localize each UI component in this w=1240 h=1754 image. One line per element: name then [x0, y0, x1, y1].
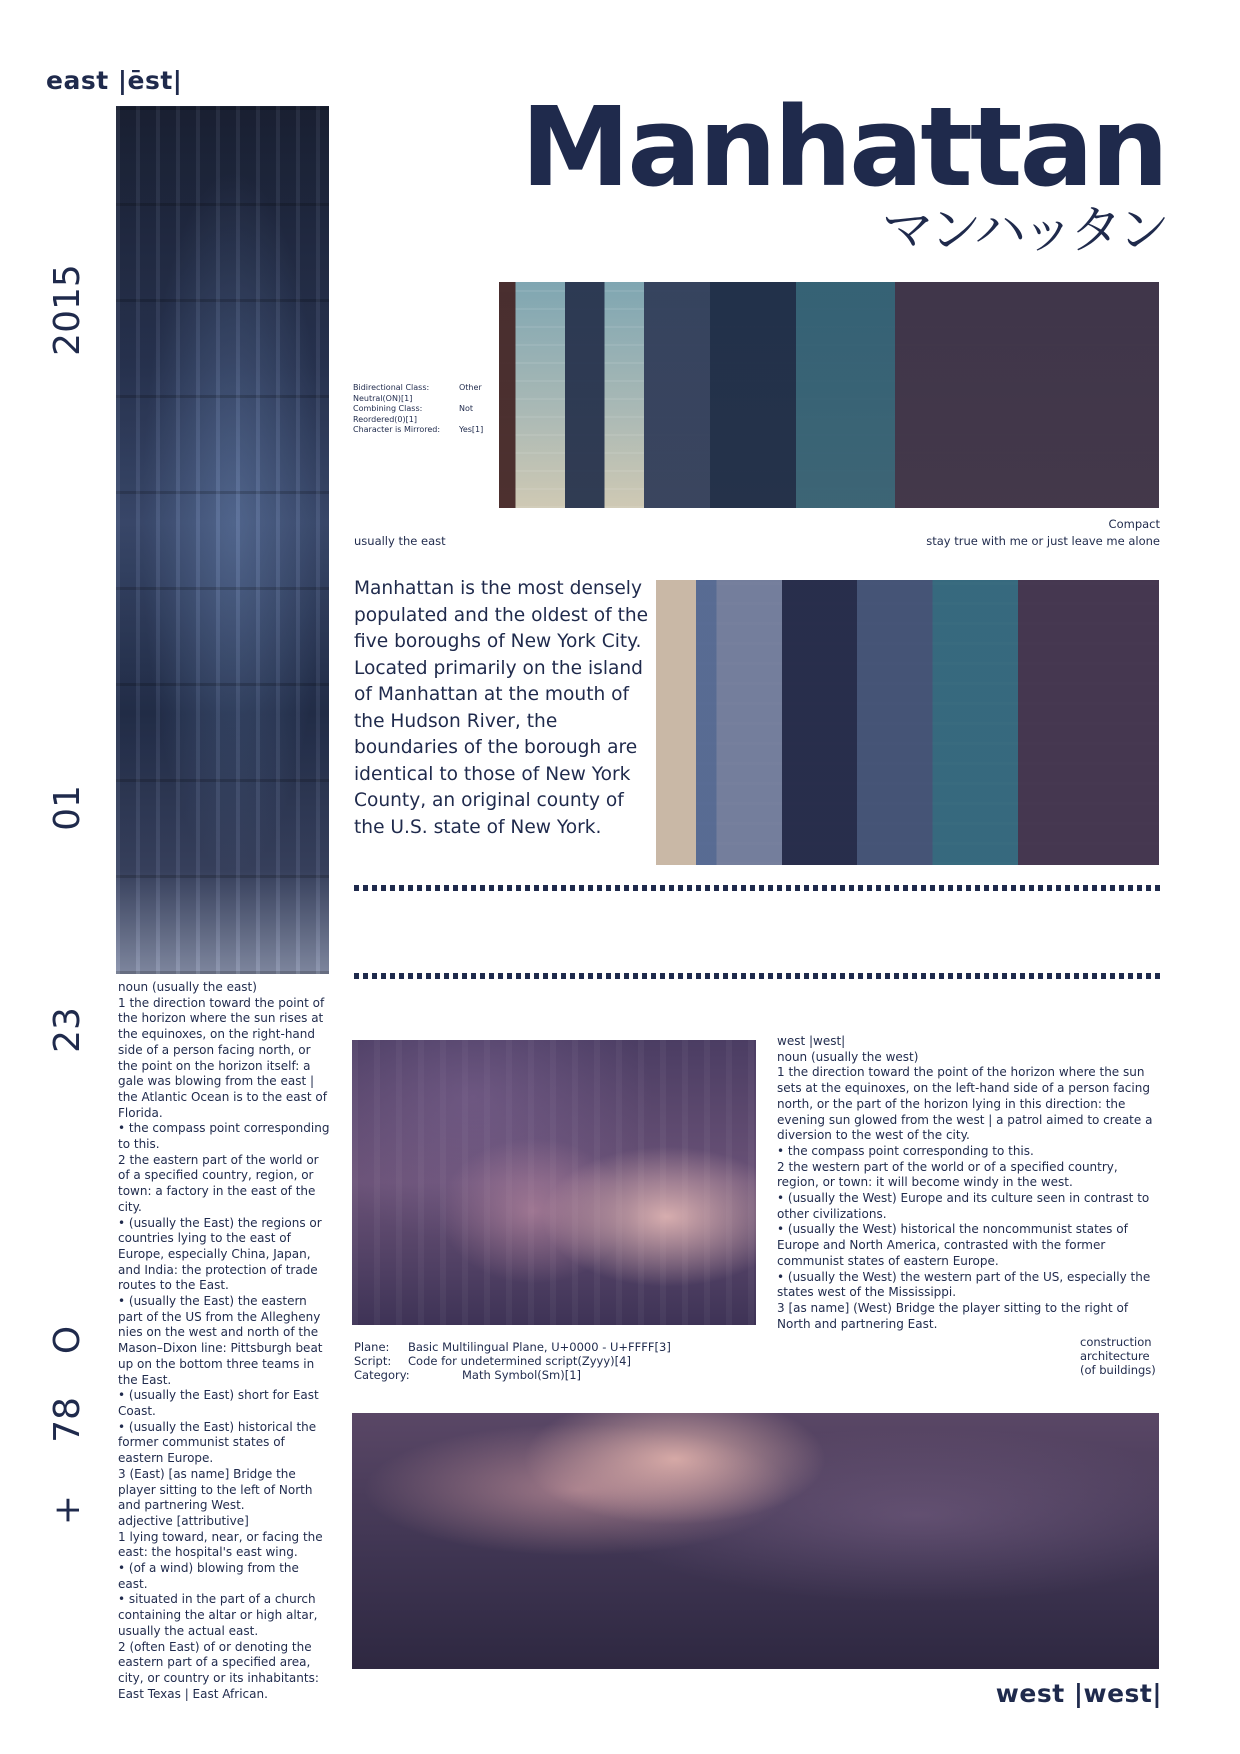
building-facade-photo: [116, 106, 329, 974]
construction-note: [1080, 1335, 1156, 1377]
lead-paragraph: Manhattan is the most densely populated and the oldest of the five boroughs of New York City. Located primarily on the island of Manhattan at the mouth of the Hudson River, the boundaries of the borough are identical to those of New York County, an original county of the U.S. state of New York.: [354, 578, 649, 838]
page-title: Manhattan: [520, 83, 1166, 211]
note-line: architecture: [1080, 1349, 1150, 1363]
skyscraper-photo-top: [499, 282, 1159, 508]
east-definition-line: • (usually the East) historical the former communist states of eastern Europe.: [118, 1419, 317, 1466]
prop-key: Neutral(ON)[1]: [353, 393, 413, 403]
vertical-number-month: 01: [47, 785, 88, 831]
west-definition-line: 3 [as name] (West) Bridge the player sitting to the right of North and partnering East.: [777, 1300, 1129, 1331]
page-subtitle-katakana: マンハッタン: [881, 201, 1166, 261]
east-definition-line: 1 the direction toward the point of the horizon where the sun rises at the equinoxes, on the right-hand side of a person facing north, or the point on the horizon itself: a gale was blowing from the east | the Atlantic Ocean is to the east of Florida.: [118, 995, 327, 1120]
west-definition-line: noun (usually the west): [777, 1049, 919, 1064]
east-definition-line: • the compass point corresponding to this.: [118, 1121, 330, 1152]
west-definition-line: 2 the western part of the world or of a specified country, region, or town: it will become windy in the west.: [777, 1159, 1118, 1190]
vertical-plus-sign: +: [47, 1494, 88, 1526]
skyscraper-photo-middle: [656, 580, 1159, 865]
prop-value: Not: [459, 404, 474, 413]
west-definition-line: • (usually the West) Europe and its culture seen in contrast to other civilizations.: [777, 1191, 1150, 1221]
east-definition-line: • (usually the East) the eastern part of the US from the Allegheny nies on the west and north of the Mason–Dixon line: Pittsburgh beat up on the bottom three teams in the East.: [118, 1294, 323, 1387]
prop-key: Reordered(0)[1]: [353, 414, 417, 424]
east-definition-line: • (usually the East) the regions or countries lying to the east of Europe, especially China, Japan, and India: the protection of trade routes to the East.: [118, 1215, 322, 1293]
unicode-properties: [353, 383, 483, 436]
note-line: (of buildings): [1080, 1363, 1156, 1377]
east-definition: [118, 980, 331, 1702]
west-definition-line: west |west|: [777, 1034, 846, 1048]
east-definition-line: • (of a wind) blowing from the east.: [118, 1561, 299, 1591]
spec-key: Script:: [354, 1354, 392, 1368]
vertical-number-day: 23: [47, 1007, 88, 1053]
spec-value: Math Symbol(Sm)[1]: [462, 1368, 582, 1382]
vertical-number-year: 2015: [47, 264, 88, 356]
dotted-divider: [354, 973, 1160, 979]
east-definition-line: adjective [attributive]: [118, 1513, 249, 1528]
east-definition-line: 2 the eastern part of the world or of a specified country, region, or town: a factory in the east of the city.: [118, 1152, 319, 1214]
corner-label-east: east |ēst|: [46, 66, 183, 95]
spec-value: Basic Multilingual Plane, U+0000 - U+FFFF[3]: [408, 1340, 671, 1354]
caption-lyric: stay true with me or just leave me alone: [926, 534, 1160, 548]
east-definition-line: 1 lying toward, near, or facing the east: the hospital's east wing.: [118, 1529, 323, 1560]
prop-key: Character is Mirrored:: [353, 425, 441, 434]
spec-value: Code for undetermined script(Zyyy)[4]: [408, 1354, 631, 1368]
east-definition-line: 2 (often East) of or denoting the eastern part of a specified area, city, or country or its inhabitants: East Texas | East African.: [118, 1639, 319, 1701]
vertical-number-78: 78: [47, 1397, 88, 1443]
west-definition-line: 1 the direction toward the point of the horizon where the sun sets at the equinoxes, on the left-hand side of a person facing north, or the part of the horizon lying in this direction: the evening sun glowed from the west | a patrol aimed to create a diversion to the west of the city.: [777, 1065, 1153, 1143]
prop-key: Combining Class:: [353, 404, 423, 413]
corner-label-west: west |west|: [995, 1679, 1162, 1708]
spec-key: Plane:: [354, 1340, 390, 1354]
west-definition: [777, 1034, 1157, 1332]
west-definition-line: • the compass point corresponding to this.: [777, 1143, 1034, 1158]
prop-value: Yes[1]: [459, 425, 484, 434]
unicode-specs: [354, 1340, 671, 1382]
caption-usually-east: usually the east: [354, 534, 446, 548]
note-line: construction: [1080, 1335, 1152, 1349]
west-definition-line: • (usually the West) historical the noncommunist states of Europe and North America, contrasted with the former communist states of eastern Europe.: [777, 1222, 1128, 1268]
wet-street-photo: [352, 1040, 756, 1325]
caption-compact: Compact: [1108, 517, 1160, 531]
prop-key: Bidirectional Class:: [353, 383, 430, 392]
east-definition-line: 3 (East) [as name] Bridge the player sitting to the left of North and partnering West.: [118, 1466, 313, 1513]
prop-value: Other: [459, 383, 482, 392]
dotted-divider: [354, 885, 1160, 891]
east-definition-line: noun (usually the east): [118, 980, 257, 994]
west-definition-line: • (usually the West) the western part of the US, especially the states west of the Mississippi.: [777, 1269, 1151, 1300]
east-definition-line: • (usually the East) short for East Coast.: [118, 1388, 319, 1418]
vertical-glyph-o: O: [47, 1325, 88, 1355]
wet-street-photo-wide: [352, 1413, 1159, 1669]
spec-key: Category:: [354, 1368, 410, 1382]
east-definition-line: • situated in the part of a church containing the altar or high altar, usually the actual east.: [118, 1592, 318, 1638]
